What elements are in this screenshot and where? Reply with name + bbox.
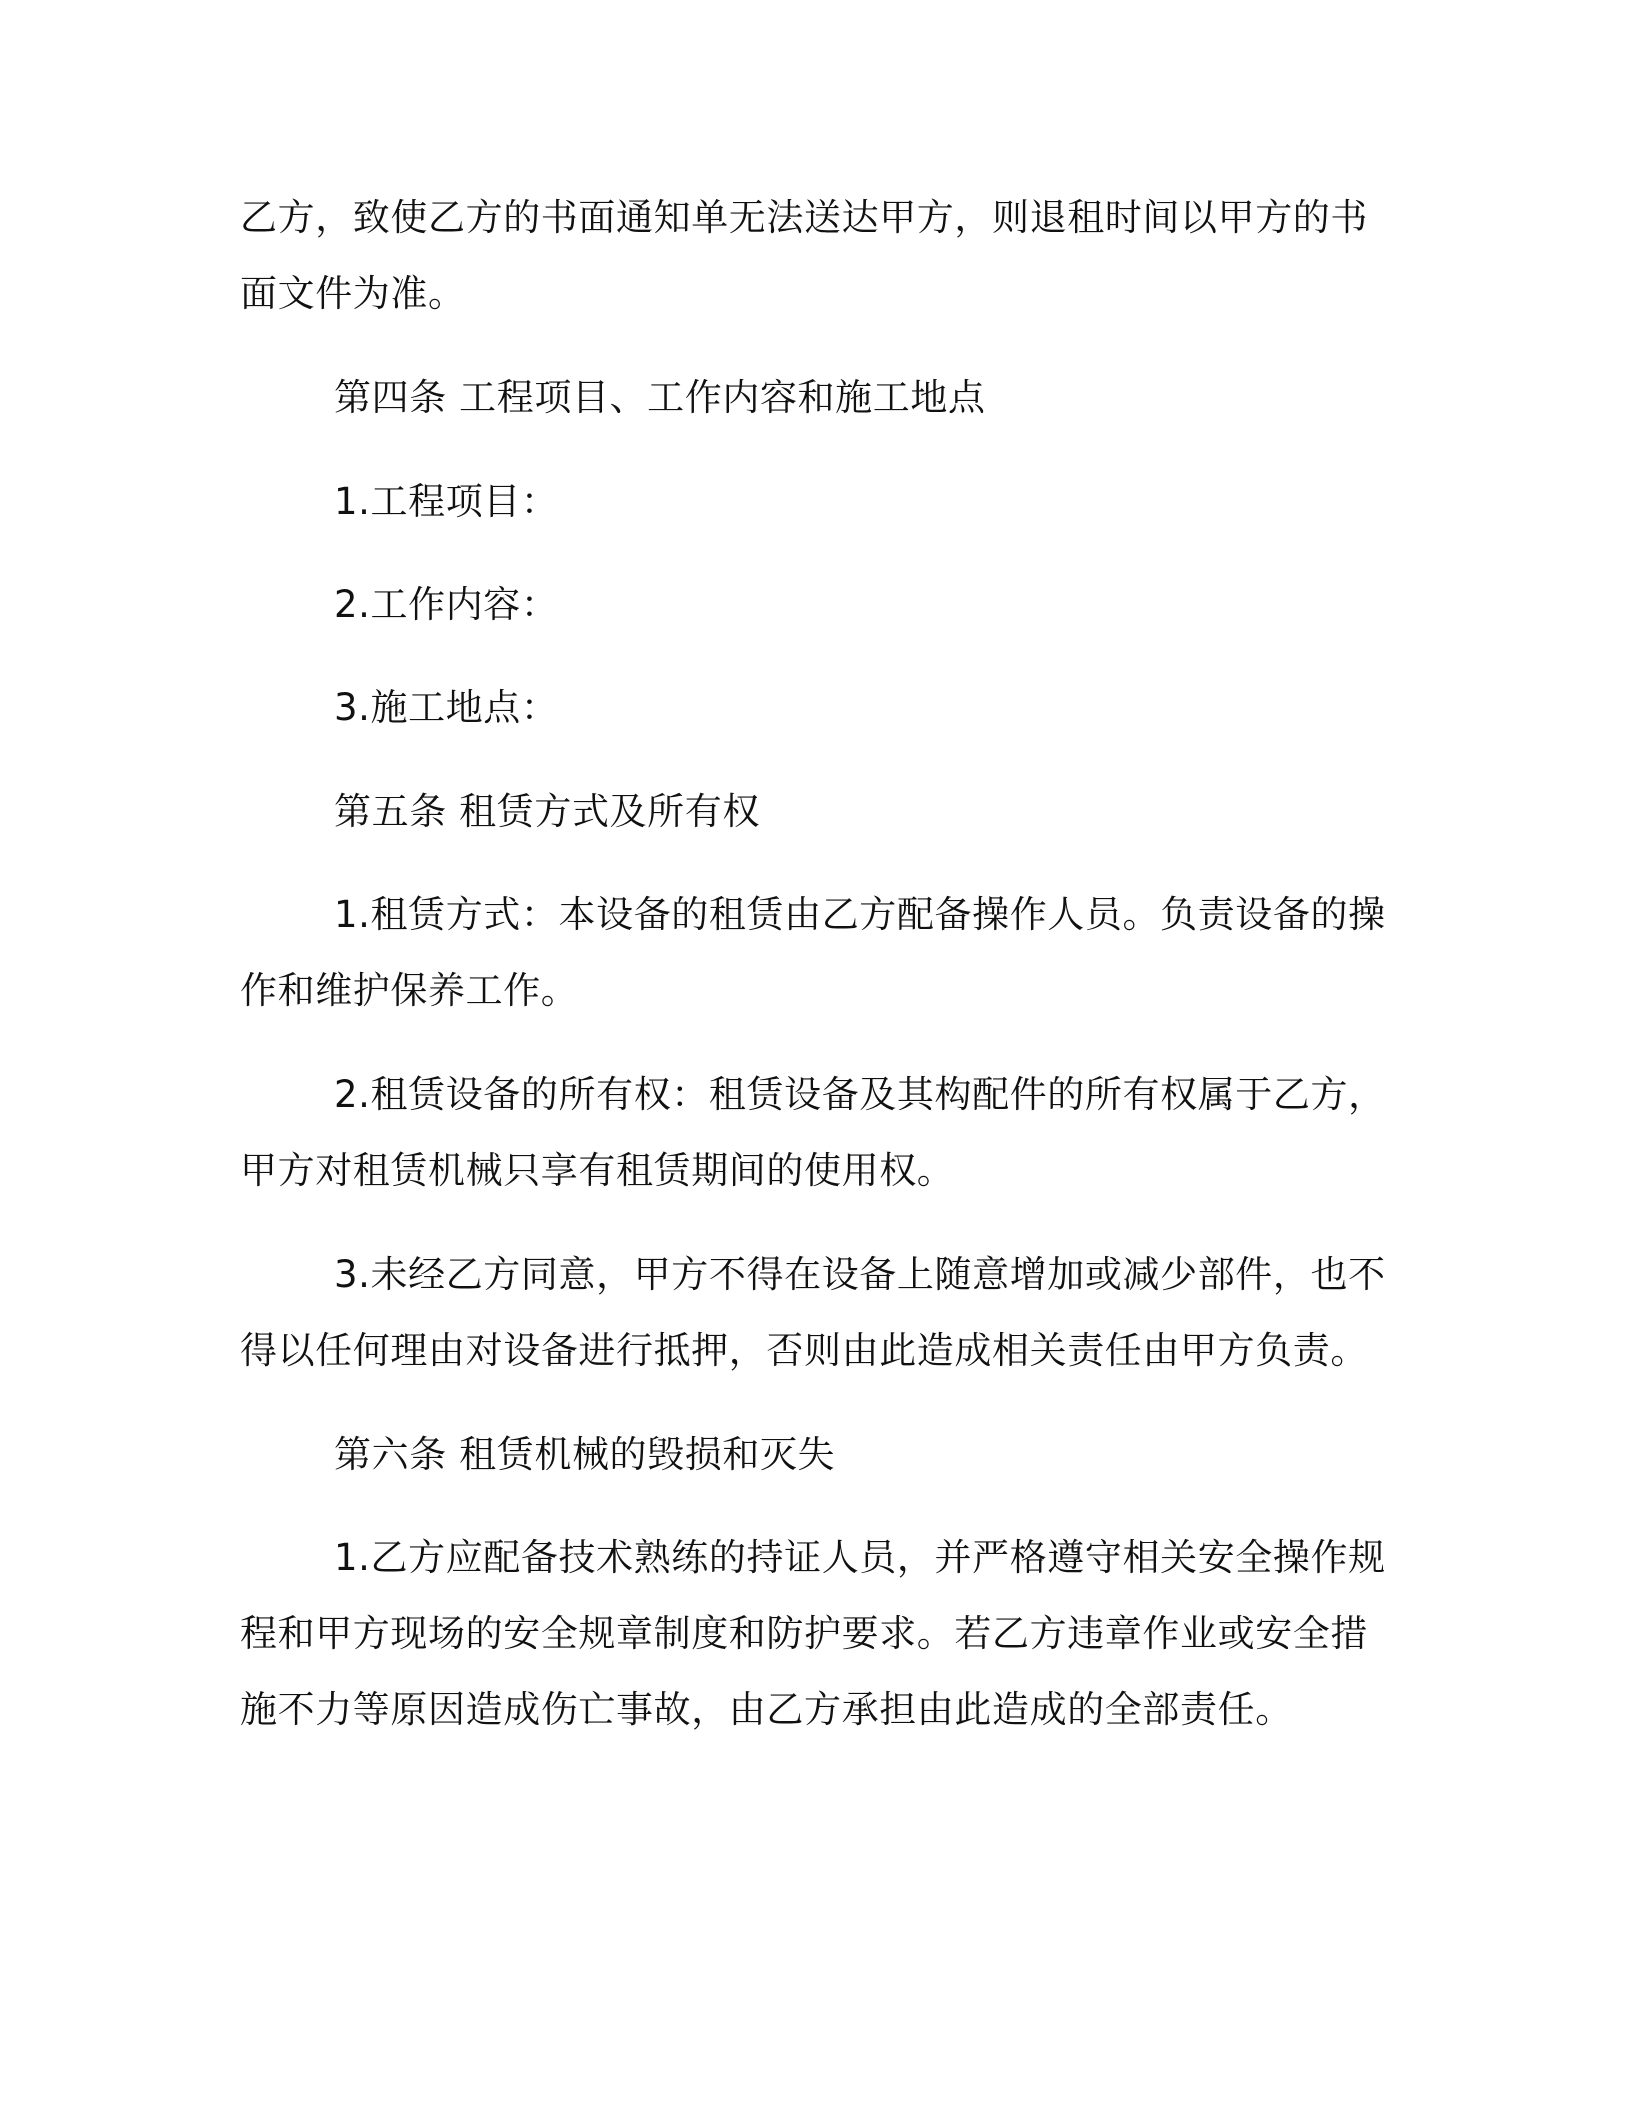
article-4-item-3: 3.施工地点：: [334, 686, 559, 729]
article-5-item-3-line-2: 得以任何理由对设备进行抵押，否则由此造成相关责任由甲方负责。: [240, 1329, 1368, 1372]
paragraph-continuation-line: 乙方，致使乙方的书面通知单无法送达甲方，则退租时间以甲方的书: [240, 196, 1368, 239]
paragraph-continuation-line: 面文件为准。: [240, 272, 466, 315]
article-5-item-1-line-1: 1.租赁方式：本设备的租赁由乙方配备操作人员。负责设备的操: [334, 893, 1386, 936]
article-6-item-1-line-3: 施不力等原因造成伤亡事故，由乙方承担由此造成的全部责任。: [240, 1688, 1293, 1731]
article-6-heading: 第六条 租赁机械的毁损和灭失: [334, 1433, 836, 1476]
article-5-heading: 第五条 租赁方式及所有权: [334, 790, 760, 833]
article-5-item-3-line-1: 3.未经乙方同意，甲方不得在设备上随意增加或减少部件，也不: [334, 1253, 1386, 1296]
article-5-item-1-line-2: 作和维护保养工作。: [240, 969, 579, 1012]
article-4-item-2: 2.工作内容：: [334, 583, 559, 626]
article-5-item-2-line-2: 甲方对租赁机械只享有租赁期间的使用权。: [240, 1149, 955, 1192]
article-5-item-2-line-1: 2.租赁设备的所有权：租赁设备及其构配件的所有权属于乙方，: [334, 1073, 1386, 1116]
article-4-item-1: 1.工程项目：: [334, 480, 559, 523]
article-4-heading: 第四条 工程项目、工作内容和施工地点: [334, 376, 986, 419]
article-6-item-1-line-2: 程和甲方现场的安全规章制度和防护要求。若乙方违章作业或安全措: [240, 1612, 1368, 1655]
article-6-item-1-line-1: 1.乙方应配备技术熟练的持证人员，并严格遵守相关安全操作规: [334, 1536, 1386, 1579]
